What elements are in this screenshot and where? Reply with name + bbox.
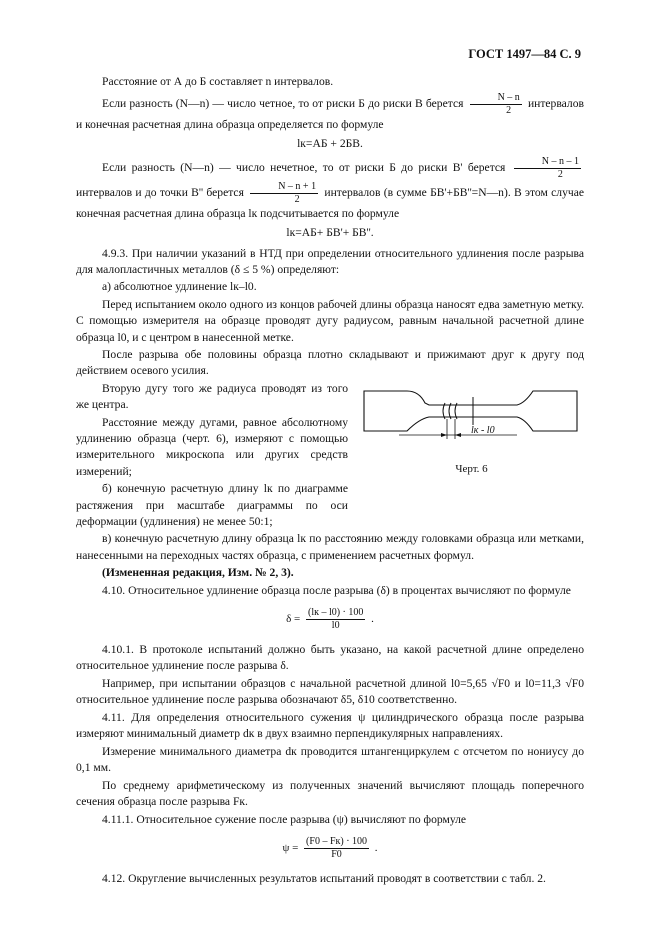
fraction-elongation [306, 607, 365, 632]
paragraph-arc-distance: Расстояние между дугами, равное абсолютному удлинению образца (черт. 6), измеряют с помощью измерительного микроскопа или других средств измерений; [76, 416, 348, 478]
fraction-denominator: 2 [557, 169, 563, 181]
fraction-denominator: F0 [331, 849, 342, 861]
formula-elongation-lhs: δ = [286, 613, 301, 626]
paragraph-4-11-1: 4.11.1. Относительное сужение после разрыва (ψ) вычисляют по формуле [102, 812, 467, 826]
paragraph-example: Например, при испытании образцов с начальной расчетной длиной l0=5,65 √F0 и l0=11,3 √F0 относительное удлинение после разрыва обозначают δ5, δ10 соответственно. [76, 677, 584, 707]
formula-reduction-end: . [374, 842, 378, 855]
text-odd-a: Если разность (N—n) — число нечетное, то от риски Б до риски В' берется [102, 161, 506, 175]
document-body [76, 74, 584, 889]
formula-reduction-lhs: ψ = [282, 842, 299, 855]
dimension-arrow-left [441, 433, 447, 437]
text-odd-b: интервалов и до точки В'' берется [76, 186, 244, 200]
fraction-numerator: (lк – l0) · 100 [307, 607, 364, 619]
paragraph-4-9-3: 4.9.3. При наличии указаний в НТД при определении относительного удлинения после разрыва для малопластичных металлов (δ ≤ 5 %) определяют: [76, 246, 584, 276]
paragraph-4-10-1: 4.10.1. В протоколе испытаний должно быть указано, на какой расчетной длине определено относительное удлинение после разрыва δ. [76, 643, 584, 673]
fraction-denominator: 2 [506, 104, 512, 116]
fraction-odd-1 [514, 156, 581, 181]
fraction-reduction [304, 836, 369, 861]
paragraph-diameter: Измерение минимального диаметра dк проводится штангенциркулем с отсчетом по нониусу до 0,1 мм. [76, 745, 584, 775]
paragraph-4-10: 4.10. Относительное удлинение образца после разрыва (δ) в процентах вычисляют по формуле [102, 584, 571, 598]
paragraph-4-12: 4.12. Округление вычисленных результатов испытаний проводят в соответствии с табл. 2. [102, 872, 546, 886]
specimen-drawing [359, 383, 584, 463]
dimension-arrow-right [455, 433, 461, 437]
paragraph-second-arc: Вторую дугу того же радиуса проводят из того же центра. [76, 382, 348, 412]
dimension-label: lк - l0 [471, 425, 495, 437]
paragraph-odd-case [76, 156, 584, 222]
fraction-denominator: 2 [294, 194, 300, 206]
fraction-numerator: N – n + 1 [250, 181, 318, 194]
formula-reduction [76, 836, 584, 861]
paragraph-item-b: б) конечную расчетную длину lк по диаграмме растяжения при масштабе диаграммы по оси деформации (удлинения) не менее 50:1; [76, 482, 348, 528]
formula-odd: lк=АБ+ БВ'+ БВ''. [286, 226, 374, 240]
fraction-numerator: N – n [470, 92, 522, 105]
paragraph-after-break: После разрыва обе половины образца плотно складывают и прижимают друг к другу под действием осевого усилия. [76, 348, 584, 378]
paragraph-item-a: а) абсолютное удлинение lк–l0. [102, 280, 257, 294]
figure-caption: Черт. 6 [455, 463, 488, 476]
text-even-a: Если разность (N—n) — число четное, то от риски Б до риски В берется [102, 96, 464, 110]
fraction-numerator: N – n – 1 [514, 156, 581, 169]
paragraph-revision-note: (Измененная редакция, Изм. № 2, 3). [102, 566, 294, 580]
text-odd-c: интервалов (в сумме БВ'+БВ''=N—n). В этом случае конечная расчетная длина образца lк подсчитывается по формуле [76, 186, 584, 221]
formula-elongation [76, 607, 584, 632]
fraction-numerator: (F0 – Fк) · 100 [306, 836, 368, 848]
page-header: ГОСТ 1497—84 С. 9 [468, 47, 581, 61]
paragraph-area: По среднему арифметическому из полученных значений вычисляют площадь поперечного сечения образца после разрыва Fк. [76, 778, 584, 809]
fraction-odd-2 [250, 181, 318, 206]
figure-side-text [76, 381, 348, 531]
formula-elongation-end: . [371, 613, 374, 626]
figure-block [76, 381, 584, 531]
fraction-even [470, 92, 522, 117]
figure-specimen [359, 383, 584, 493]
text-even-b: интервалов и конечная расчетная длина образца определяется по формуле [76, 96, 584, 131]
fraction-denominator: l0 [331, 620, 340, 632]
paragraph-even-case [76, 92, 584, 133]
paragraph-before-test: Перед испытанием около одного из концов рабочей длины образца наносят едва заметную метку. С помощью измерителя на образце проводят дугу радиусом, равным начальной расчетной длине образца l0, и с центром в нанесенной метке. [76, 298, 584, 344]
paragraph-4-11: 4.11. Для определения относительного сужения ψ цилиндрического образца после разрыва измеряют минимальный диаметр dк в двух взаимно перпендикулярных направлениях. [76, 711, 584, 741]
paragraph-item-c: в) конечную расчетную длину образца lк по расстоянию между головками образца или метками, нанесенными на переходных частях образца, с применением расчетных формул. [76, 532, 584, 562]
paragraph-distance: Расстояние от А до Б составляет n интервалов. [102, 75, 334, 88]
formula-even: lк=АБ + 2БВ. [297, 136, 363, 150]
